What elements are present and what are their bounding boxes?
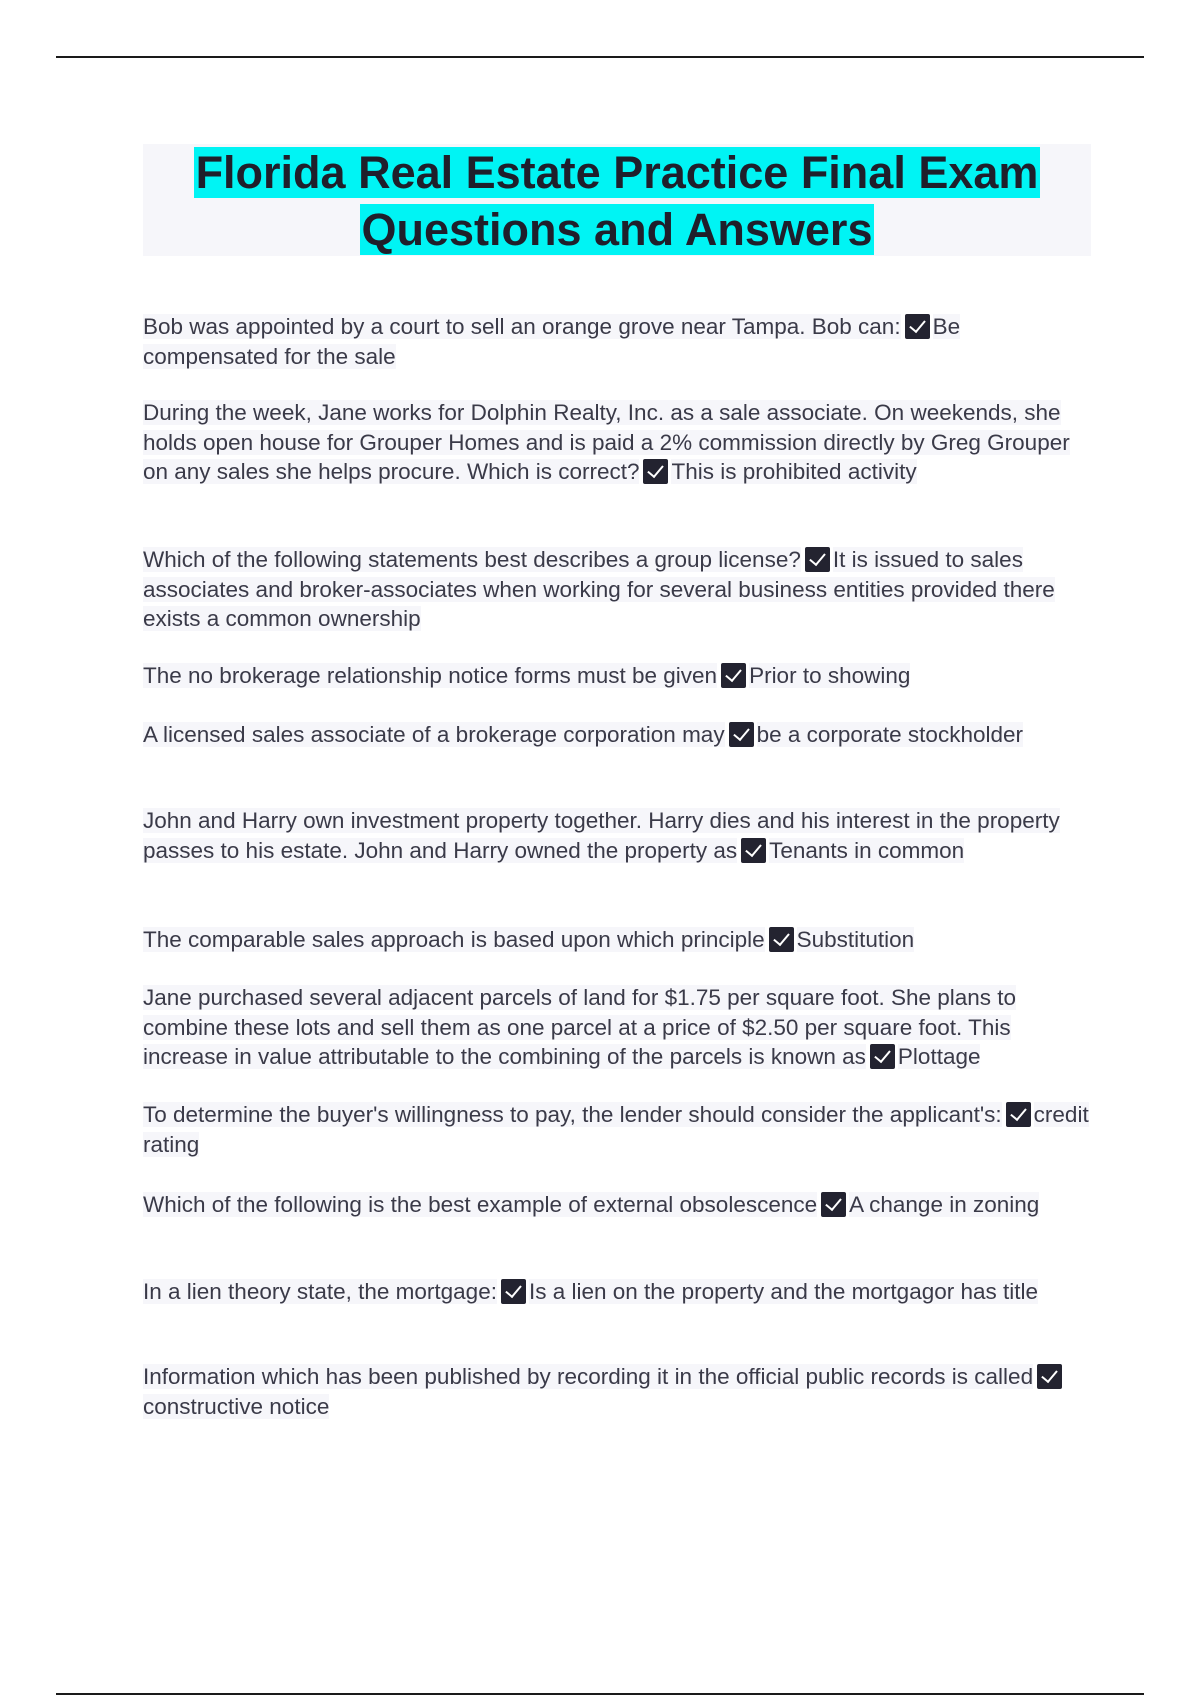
answer-text: Substitution: [796, 927, 915, 952]
answer-text: constructive notice: [143, 1393, 330, 1419]
qa-item: [143, 1277, 1091, 1307]
answer-text: Be compensated for the sale: [143, 314, 961, 369]
question-text: Which of the following is the best example of external obsolescence: [143, 1192, 818, 1217]
check-mark-icon: [721, 663, 746, 688]
page-title: Florida Real Estate Practice Final Exam Questions and Answers: [195, 147, 1039, 255]
qa-item: [143, 661, 1091, 691]
question-text: A licensed sales associate of a brokerage corporation may: [143, 722, 725, 747]
qa-item: [143, 398, 1091, 487]
answer-text: A change in zoning: [849, 1192, 1040, 1217]
check-mark-icon: [643, 459, 668, 484]
check-mark-icon: [729, 722, 754, 747]
answer-text: be a corporate stockholder: [756, 722, 1023, 747]
question-text: Jane purchased several adjacent parcels of land for $1.75 per square foot. She plans to combine these lots and sell them as one parcel at a price of $2.50 per square foot. This increase in value attributable to the combining of the parcels is known as: [143, 985, 1017, 1069]
qa-item: [143, 545, 1091, 634]
question-text: In a lien theory state, the mortgage:: [143, 1279, 497, 1304]
qa-item: [143, 925, 1091, 955]
qa-item: [143, 806, 1091, 865]
answer-text: Prior to showing: [749, 663, 911, 688]
question-text: The no brokerage relationship notice forms must be given: [143, 663, 718, 688]
answer-text: It is issued to sales associates and broker-associates when working for several business entities provided there exists a common ownership: [143, 547, 1055, 631]
check-mark-icon: [821, 1192, 846, 1217]
check-mark-icon: [805, 547, 830, 572]
check-mark-icon: [1006, 1102, 1031, 1127]
answer-text: Tenants in common: [769, 837, 965, 863]
qa-item: [143, 1362, 1091, 1421]
answer-text: Plottage: [897, 1044, 981, 1069]
check-mark-icon: [870, 1044, 895, 1069]
check-mark-icon: [769, 927, 794, 952]
check-mark-icon: [741, 838, 766, 863]
title-block: [143, 144, 1091, 256]
question-text: The comparable sales approach is based upon which principle: [143, 927, 765, 952]
top-rule: [56, 56, 1144, 58]
question-text: To determine the buyer's willingness to pay, the lender should consider the applicant's:: [143, 1102, 1002, 1127]
check-mark-icon: [905, 314, 930, 339]
check-mark-icon: [501, 1279, 526, 1304]
qa-item: [143, 720, 1091, 750]
bottom-rule: [56, 1693, 1144, 1695]
question-text: Information which has been published by recording it in the official public records is called: [143, 1364, 1034, 1389]
question-text: Bob was appointed by a court to sell an orange grove near Tampa. Bob can:: [143, 314, 901, 339]
qa-item: [143, 1190, 1091, 1220]
answer-text: This is prohibited activity: [671, 459, 917, 484]
question-text: John and Harry own investment property together. Harry dies and his interest in the property passes to his estate. John and Harry owned the property as: [143, 808, 1060, 863]
qa-item: [143, 1100, 1091, 1159]
answer-text: Is a lien on the property and the mortgagor has title: [528, 1279, 1039, 1304]
answer-text: credit rating: [143, 1102, 1089, 1157]
qa-item: [143, 983, 1091, 1072]
question-text: During the week, Jane works for Dolphin Realty, Inc. as a sale associate. On weekends, she holds open house for Grouper Homes and is paid a 2% commission directly by Greg Grouper on any sales she helps procure. Which is correct?: [143, 400, 1070, 484]
check-mark-icon: [1037, 1364, 1062, 1389]
question-text: Which of the following statements best describes a group license?: [143, 547, 801, 572]
qa-item: [143, 312, 1091, 371]
